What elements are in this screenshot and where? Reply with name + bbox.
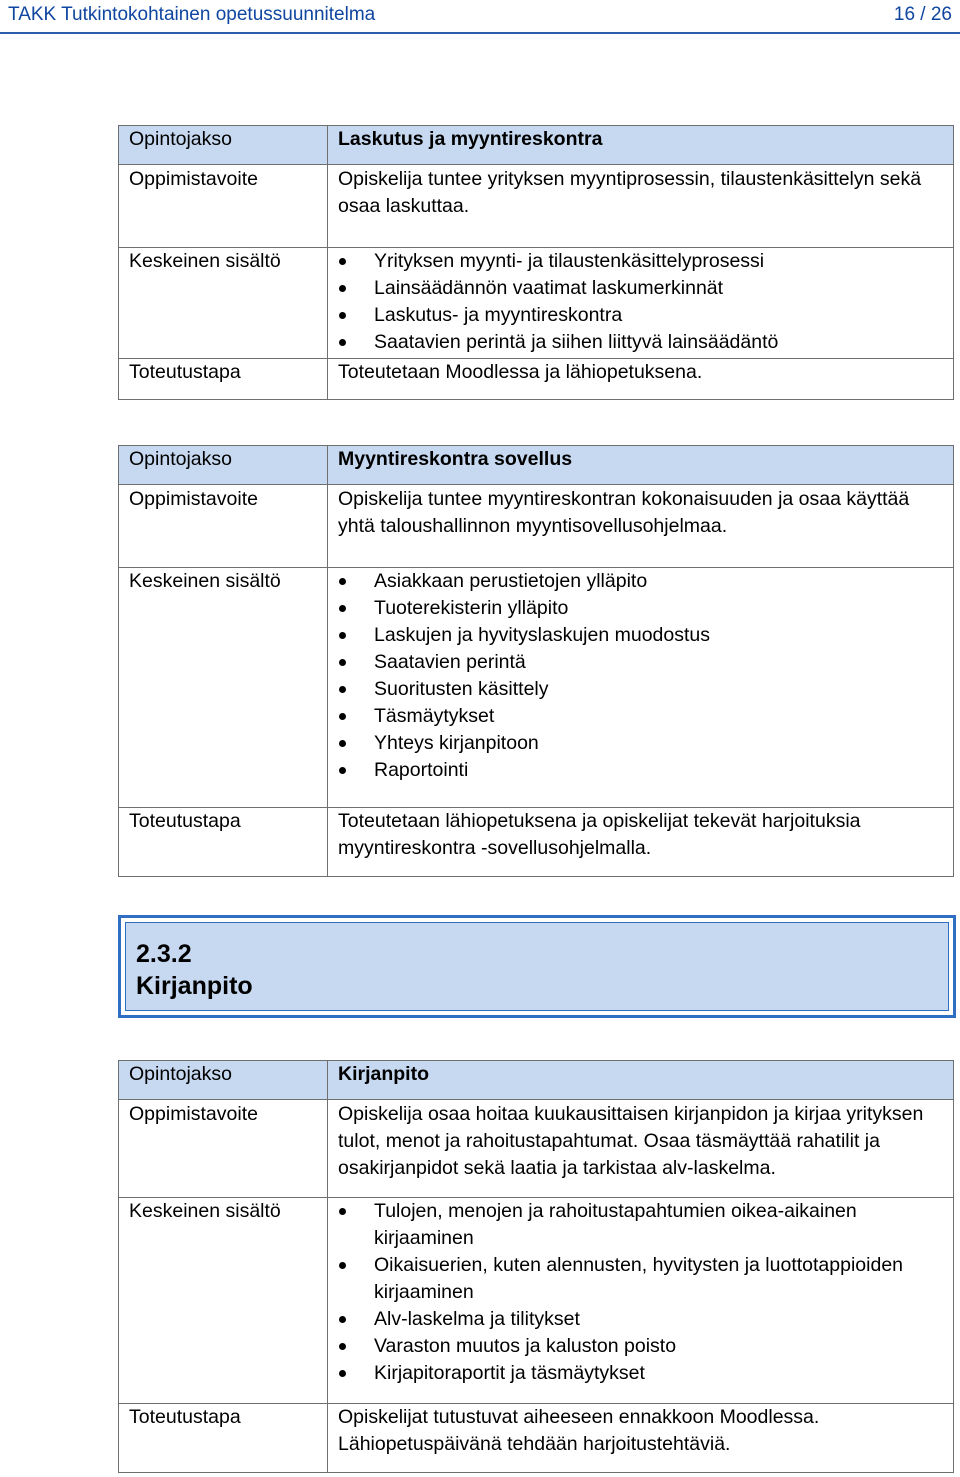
label-toteutustapa: Toteutustapa [119, 359, 328, 400]
course-objective: Opiskelija osaa hoitaa kuukausittaisen kirjanpidon ja kirjaa yrityksen tulot, menot ja rahoitustapahtumat. Osaa täsmäyttää rahatilit ja osakirjanpidot sekä laatia ja tarkistaa alv-laskelma. [328, 1100, 954, 1198]
content-item: Laskujen ja hyvityslaskujen muodostus [338, 622, 943, 649]
content-item: Saatavien perintä ja siihen liittyvä lainsäädäntö [338, 329, 943, 356]
content-item: Tuoterekisterin ylläpito [338, 595, 943, 622]
label-keskeinen-sisalto: Keskeinen sisältö [119, 248, 328, 359]
section-heading-panel [125, 922, 949, 1011]
content-item: Laskutus- ja myyntireskontra [338, 302, 943, 329]
label-opintojakso: Opintojakso [119, 446, 328, 485]
course-content [328, 248, 954, 359]
content-item: Asiakkaan perustietojen ylläpito [338, 568, 943, 595]
content-item: Varaston muutos ja kaluston poisto [338, 1333, 943, 1360]
section-heading [118, 915, 956, 1018]
content-item: Raportointi [338, 757, 943, 784]
content-item: Saatavien perintä [338, 649, 943, 676]
content-item: Suoritusten käsittely [338, 676, 943, 703]
course-implementation: Opiskelijat tutustuvat aiheeseen ennakkoon Moodlessa. Lähiopetuspäivänä tehdään harjoitustehtäviä. [328, 1404, 954, 1473]
page-number: 16 / 26 [893, 4, 952, 25]
content-item: Alv-laskelma ja tilitykset [338, 1306, 943, 1333]
course-implementation: Toteutetaan lähiopetuksena ja opiskelijat tekevät harjoituksia myyntireskontra -sovellusohjelmalla. [328, 808, 954, 877]
course-table-2 [118, 445, 954, 877]
content-item: Yrityksen myynti- ja tilaustenkäsittelyprosessi [338, 248, 943, 275]
course-title: Laskutus ja myyntireskontra [328, 126, 954, 165]
section-number: 2.3.2 [136, 940, 192, 968]
content-item: Lainsäädännön vaatimat laskumerkinnät [338, 275, 943, 302]
course-objective: Opiskelija tuntee yrityksen myyntiprosessin, tilaustenkäsittelyn sekä osaa laskuttaa. [328, 165, 954, 248]
label-oppimistavoite: Oppimistavoite [119, 165, 328, 248]
label-oppimistavoite: Oppimistavoite [119, 1100, 328, 1198]
label-oppimistavoite: Oppimistavoite [119, 485, 328, 568]
course-content [328, 568, 954, 808]
course-table-3 [118, 1060, 954, 1473]
course-implementation: Toteutetaan Moodlessa ja lähiopetuksena. [328, 359, 954, 400]
label-toteutustapa: Toteutustapa [119, 808, 328, 877]
course-content [328, 1198, 954, 1404]
course-table-1 [118, 125, 954, 400]
content-item: Yhteys kirjanpitoon [338, 730, 943, 757]
header-rule [0, 32, 960, 34]
document-title: TAKK Tutkintokohtainen opetussuunnitelma [8, 4, 376, 25]
content-item: Kirjapitoraportit ja täsmäytykset [338, 1360, 943, 1387]
course-title: Myyntireskontra sovellus [328, 446, 954, 485]
label-toteutustapa: Toteutustapa [119, 1404, 328, 1473]
content-item: Oikaisuerien, kuten alennusten, hyvitysten ja luottotappioiden kirjaaminen [338, 1252, 943, 1306]
course-title: Kirjanpito [328, 1061, 954, 1100]
label-opintojakso: Opintojakso [119, 126, 328, 165]
content-item: Tulojen, menojen ja rahoitustapahtumien oikea-aikainen kirjaaminen [338, 1198, 943, 1252]
label-keskeinen-sisalto: Keskeinen sisältö [119, 568, 328, 808]
content-item: Täsmäytykset [338, 703, 943, 730]
course-objective: Opiskelija tuntee myyntireskontran kokonaisuuden ja osaa käyttää yhtä taloushallinnon myyntisovellusohjelmaa. [328, 485, 954, 568]
page-header [0, 0, 960, 30]
label-opintojakso: Opintojakso [119, 1061, 328, 1100]
section-title: Kirjanpito [136, 972, 253, 1000]
label-keskeinen-sisalto: Keskeinen sisältö [119, 1198, 328, 1404]
